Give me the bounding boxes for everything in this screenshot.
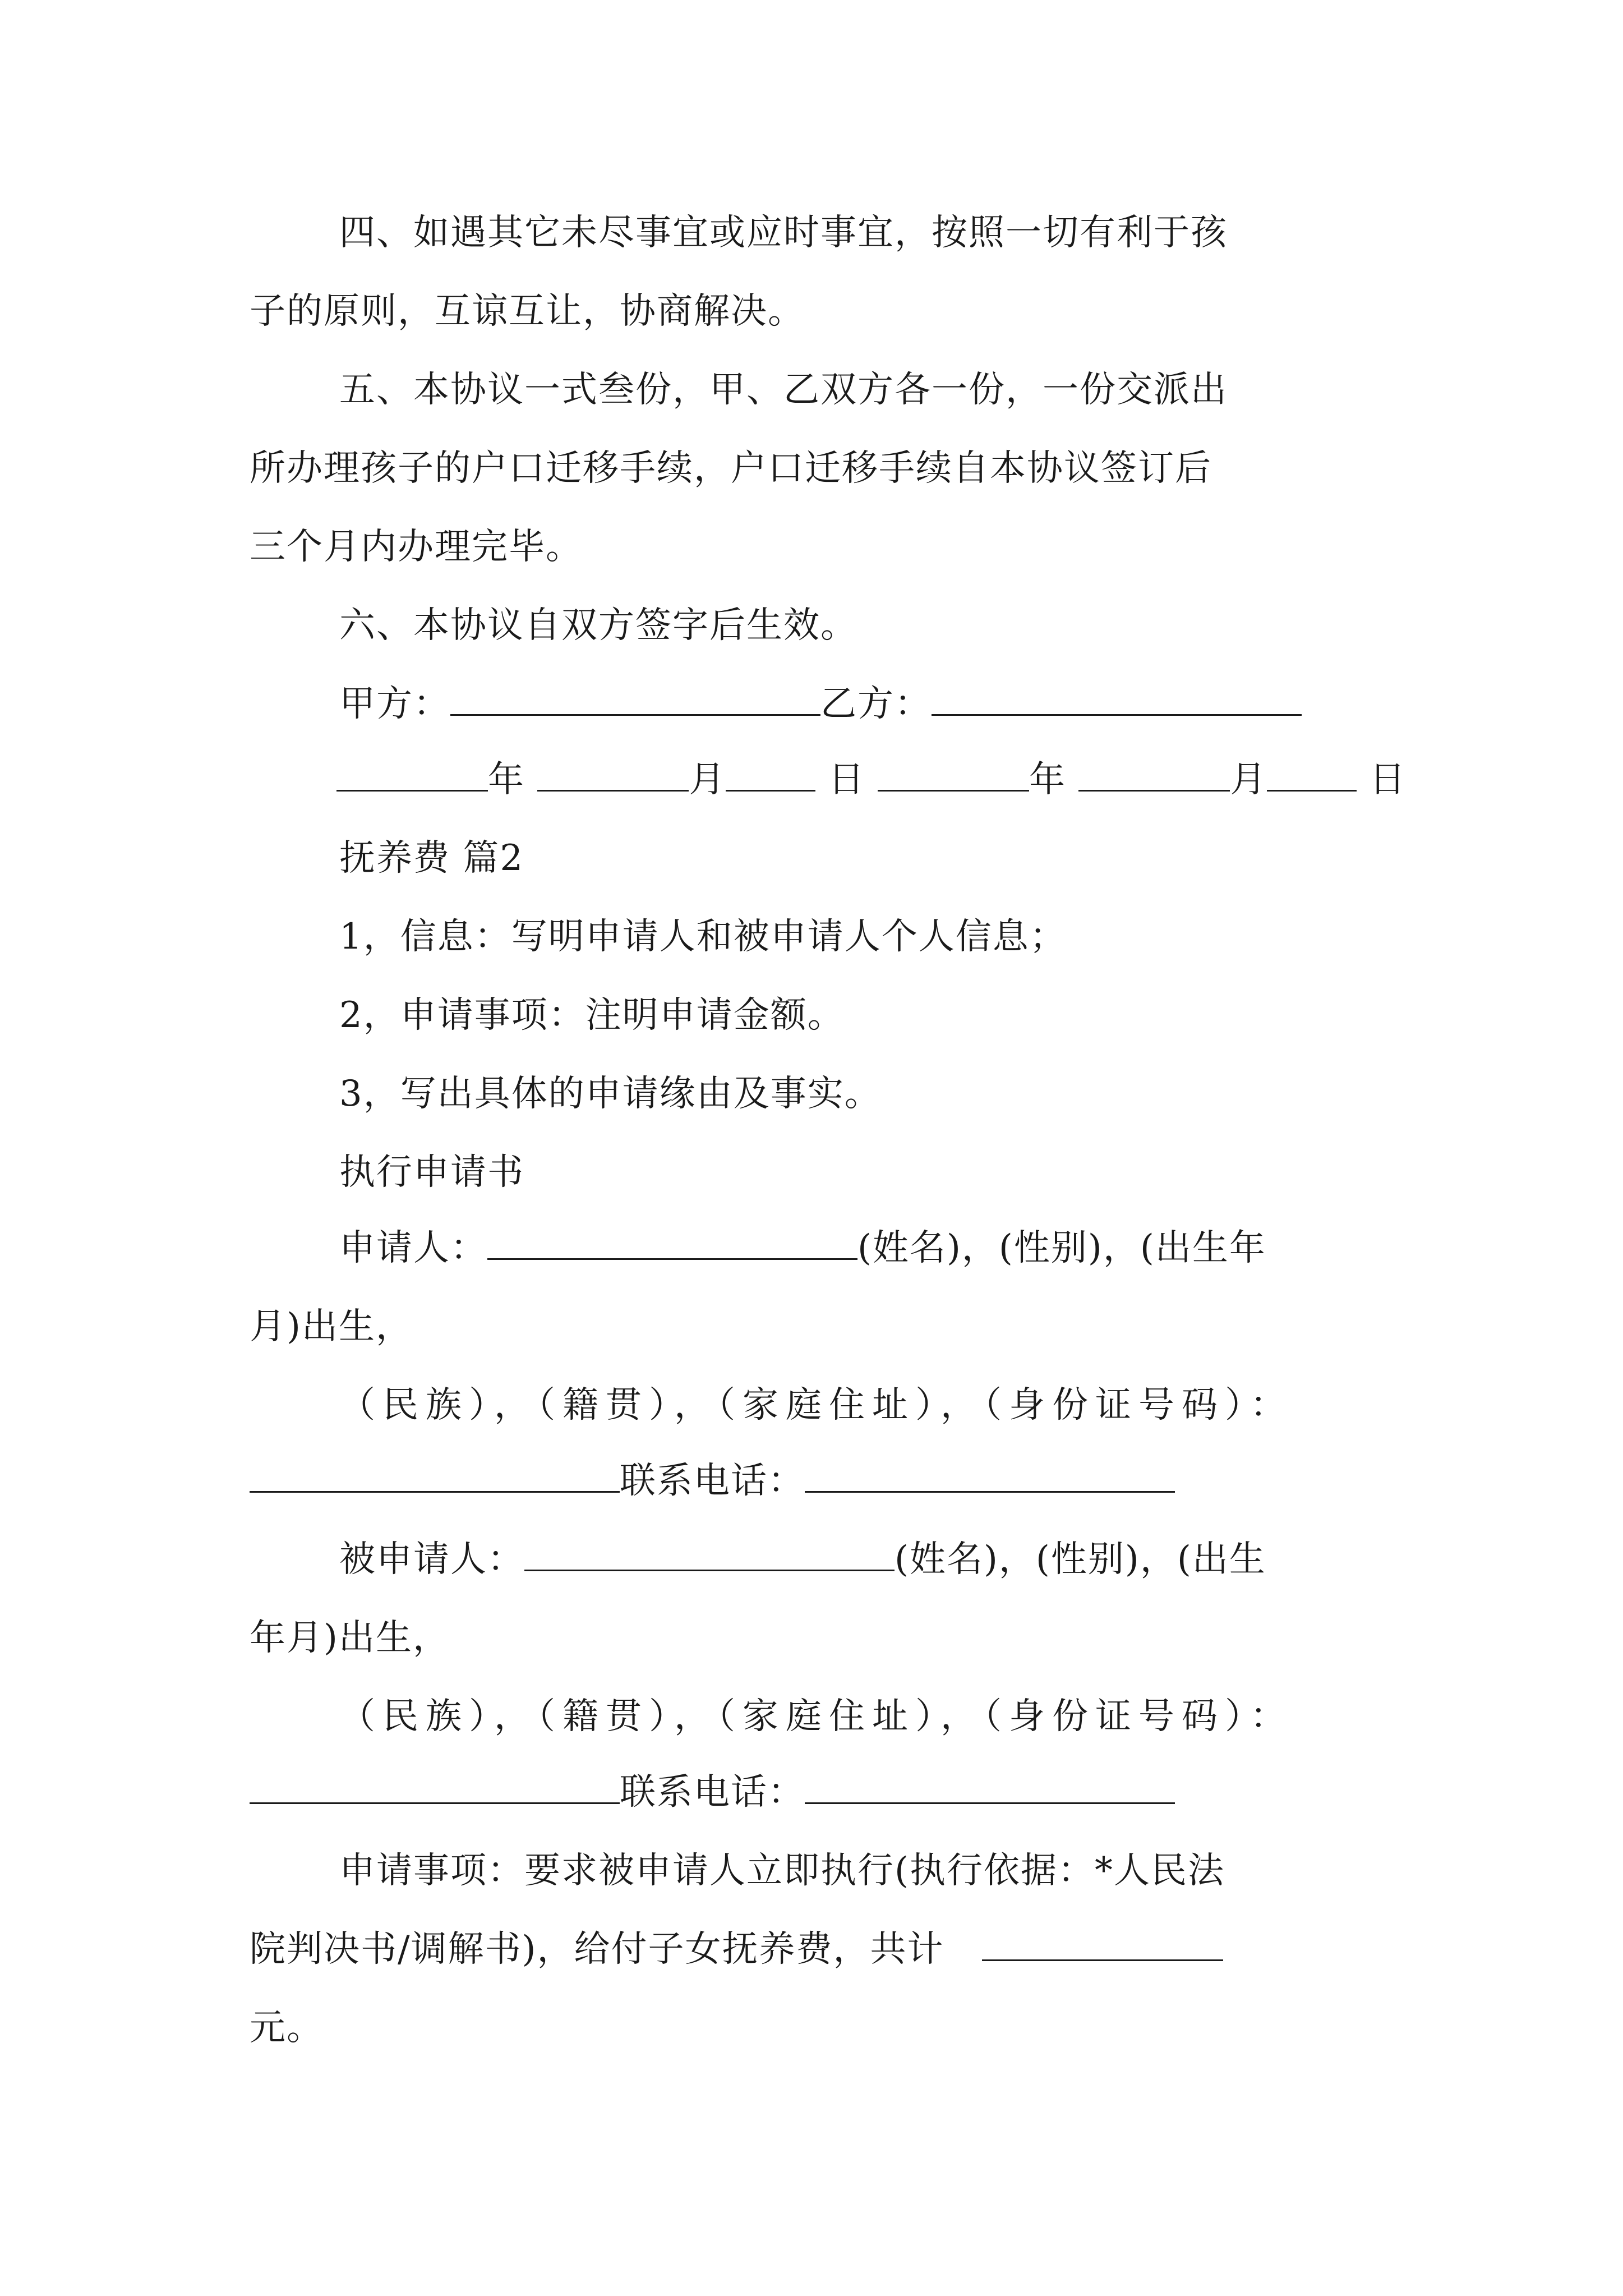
respondent-phone-line bbox=[250, 1770, 1175, 1815]
applicant-birth: 月)出生， bbox=[250, 1306, 413, 1347]
applicant-id-blank bbox=[250, 1462, 620, 1493]
clause-4-line-2: 子的原则，互谅互让，协商解决。 bbox=[250, 291, 805, 332]
month-blank-a bbox=[537, 761, 689, 792]
respondent-details: （民族），（籍贯），（家庭住址），（身份证号码）： bbox=[339, 1696, 1293, 1737]
section-2-title: 抚养费 篇2 bbox=[339, 838, 524, 879]
year-blank-b bbox=[878, 761, 1029, 792]
date-line bbox=[336, 757, 1407, 802]
applicant-label: 申请人： bbox=[339, 1227, 487, 1269]
applicant-details: （民族），（籍贯），（家庭住址），（身份证号码）： bbox=[339, 1384, 1293, 1426]
request-text: 院判决书/调解书)，给付子女抚养费，共计 bbox=[250, 1929, 944, 1970]
signature-line bbox=[339, 682, 1302, 726]
request-line-2 bbox=[250, 1927, 1223, 1972]
form-title: 执行申请书 bbox=[339, 1152, 524, 1193]
applicant-line bbox=[339, 1226, 1266, 1271]
party-a-blank bbox=[450, 685, 820, 716]
month-label-a: 月 bbox=[689, 759, 726, 800]
month-label-b: 月 bbox=[1230, 759, 1267, 800]
year-blank-a bbox=[336, 761, 488, 792]
respondent-fields: (姓名)，(性别)，(出生 bbox=[895, 1539, 1266, 1580]
applicant-name-blank bbox=[487, 1229, 857, 1260]
day-blank-b bbox=[1267, 761, 1357, 792]
respondent-phone-blank bbox=[805, 1773, 1175, 1804]
clause-5-line-3: 三个月内办理完毕。 bbox=[250, 526, 583, 568]
respondent-label: 被申请人： bbox=[339, 1539, 524, 1580]
clause-4-line-1: 四、如遇其它未尽事宜或应时事宜，按照一切有利于孩 bbox=[339, 212, 1228, 254]
request-line-1: 申请事项：要求被申请人立即执行(执行依据：*人民法 bbox=[339, 1850, 1225, 1892]
amount-blank bbox=[982, 1930, 1223, 1961]
respondent-id-blank bbox=[250, 1773, 620, 1804]
year-label-a: 年 bbox=[488, 759, 525, 800]
applicant-fields: (姓名)，(性别)，(出生年 bbox=[857, 1227, 1266, 1269]
applicant-phone-line bbox=[250, 1458, 1175, 1503]
month-blank-b bbox=[1078, 761, 1230, 792]
party-a-label: 甲方： bbox=[339, 683, 450, 725]
request-end: 元。 bbox=[250, 2007, 324, 2049]
day-label-a: 日 bbox=[828, 759, 865, 800]
instruction-item-2: 2，申请事项：注明申请金额。 bbox=[339, 995, 845, 1036]
clause-5-line-2: 所办理孩子的户口迁移手续，户口迁移手续自本协议签订后 bbox=[250, 448, 1212, 489]
clause-6: 六、本协议自双方签字后生效。 bbox=[339, 605, 857, 646]
party-b-blank bbox=[932, 685, 1302, 716]
clause-5-line-1: 五、本协议一式叁份，甲、乙双方各一份，一份交派出 bbox=[339, 369, 1228, 411]
instruction-item-1: 1，信息：写明申请人和被申请人个人信息； bbox=[339, 916, 1067, 958]
day-label-b: 日 bbox=[1369, 759, 1407, 800]
respondent-line bbox=[339, 1537, 1266, 1582]
instruction-item-3: 3，写出具体的申请缘由及事实。 bbox=[339, 1073, 882, 1115]
day-blank-a bbox=[726, 761, 815, 792]
applicant-phone-blank bbox=[805, 1462, 1175, 1493]
respondent-name-blank bbox=[524, 1540, 895, 1571]
respondent-phone-label: 联系电话： bbox=[620, 1772, 805, 1813]
respondent-birth: 年月)出生， bbox=[250, 1617, 450, 1659]
party-b-label: 乙方： bbox=[820, 683, 932, 725]
applicant-phone-label: 联系电话： bbox=[620, 1460, 805, 1502]
year-label-b: 年 bbox=[1029, 759, 1067, 800]
